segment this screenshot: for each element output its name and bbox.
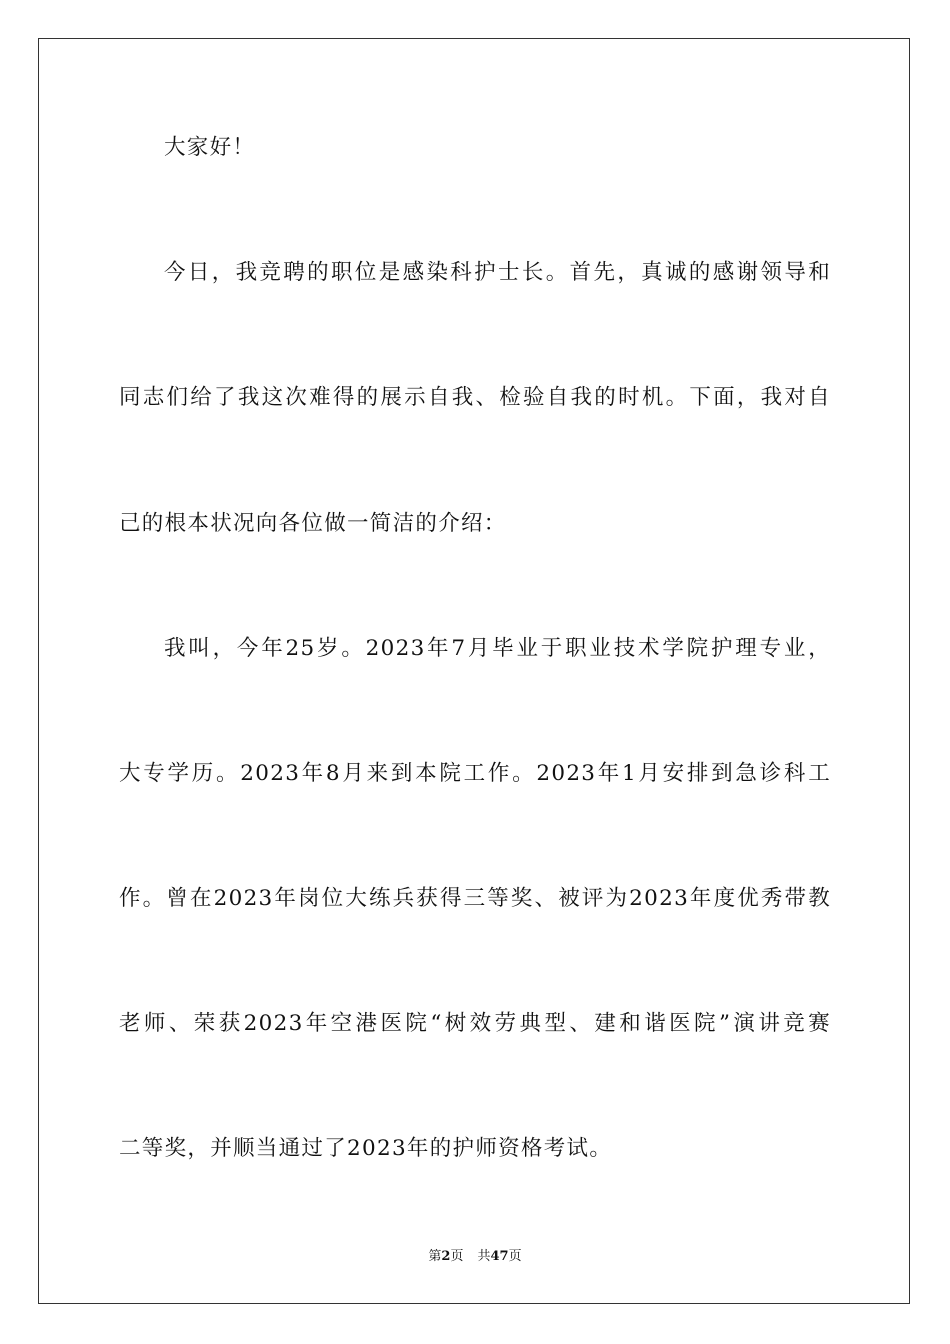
page-footer — [0, 1248, 950, 1266]
footer-prefix: 第 — [428, 1249, 442, 1264]
current-page-number: 2 — [441, 1249, 451, 1264]
footer-total-suffix: 页 — [508, 1249, 522, 1264]
paragraph-2-line-2: 大专学历。2023年8月来到本院工作。2023年1月安排到急诊科工 — [119, 761, 831, 786]
paragraph-2-line-5: 二等奖，并顺当通过了2023年的护师资格考试。 — [119, 1136, 613, 1161]
paragraph-2-line-3: 作。曾在2023年岗位大练兵获得三等奖、被评为2023年度优秀带教 — [119, 886, 831, 911]
paragraph-2-line-4: 老师、荣获2023年空港医院“树效劳典型、建和谐医院”演讲竞赛 — [119, 1011, 831, 1036]
paragraph-1-line-2: 同志们给了我这次难得的展示自我、检验自我的时机。下面，我对自 — [119, 385, 831, 410]
footer-page-suffix: 页 — [450, 1249, 464, 1264]
paragraph-1-line-3: 己的根本状况向各位做一简洁的介绍： — [119, 511, 507, 536]
paragraph-1-line-1: 今日，我竞聘的职位是感染科护士长。首先，真诚的感谢领导和 — [164, 260, 831, 285]
footer-total-prefix: 共 — [477, 1249, 491, 1264]
page-border — [38, 38, 910, 1304]
greeting-line: 大家好！ — [164, 135, 256, 160]
total-pages-number: 47 — [490, 1249, 509, 1264]
paragraph-2-line-1: 我叫，今年25岁。2023年7月毕业于职业技术学院护理专业， — [164, 636, 831, 661]
